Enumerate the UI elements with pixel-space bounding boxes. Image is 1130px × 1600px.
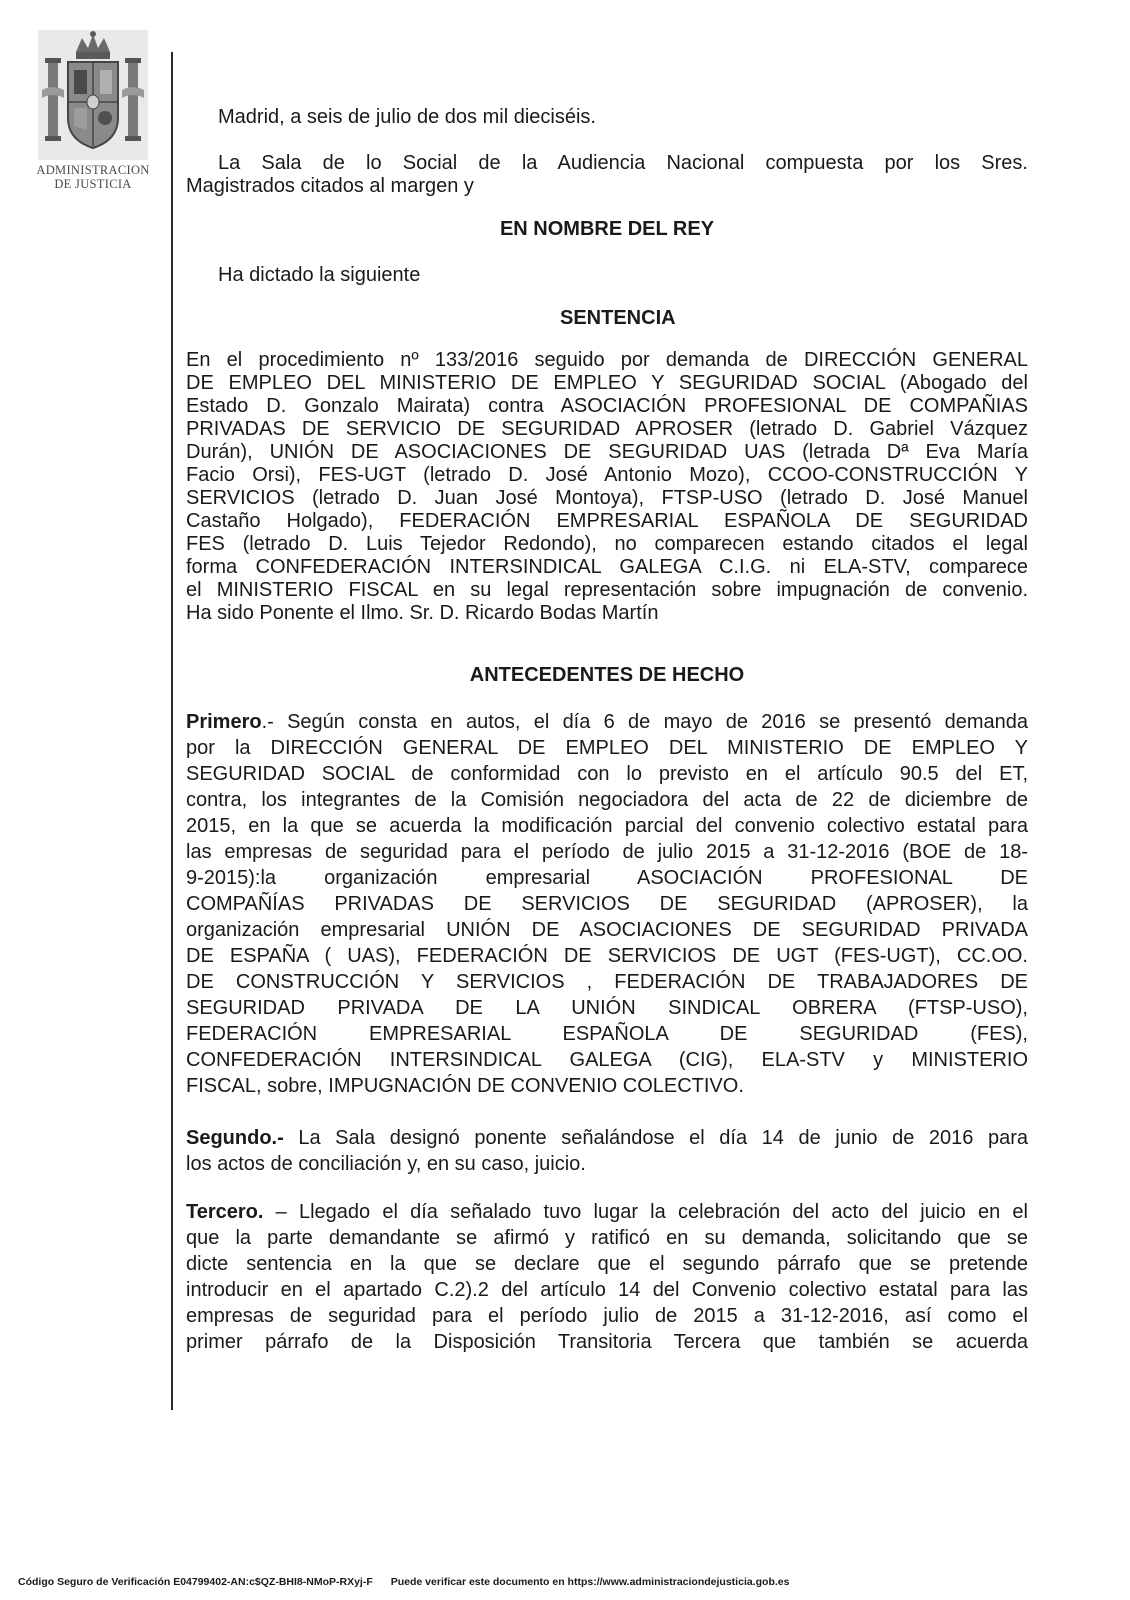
primero-line: por la DIRECCIÓN GENERAL DE EMPLEO DEL MINISTERIO DE EMPLEO Y [186, 737, 1028, 759]
sala-line-2: Magistrados citados al margen y [186, 175, 474, 197]
verification-url[interactable]: Puede verificar este documento en https://www.administraciondejusticia.gob.es [390, 1576, 790, 1588]
coat-of-arms-icon [38, 30, 148, 160]
logo-line-2: DE JUSTICIA [54, 177, 132, 191]
primero-line: COMPAÑÍAS PRIVADAS DE SERVICIOS DE SEGURIDAD (APROSER), la [186, 893, 1028, 915]
verification-code: Código Seguro de Verificación E04799402-AN:c$QZ-BHI8-NMoP-RXyj-F [18, 1576, 373, 1588]
segundo-line [186, 1127, 1028, 1150]
en-nombre-del-rey-heading: EN NOMBRE DEL REY [499, 218, 715, 240]
margin-rule [171, 52, 173, 1410]
procedure-line: FES (letrado D. Luis Tejedor Redondo), no comparecen estando citados el legal [186, 533, 1028, 555]
primero-line: FEDERACIÓN EMPRESARIAL ESPAÑOLA DE SEGURIDAD (FES), [186, 1023, 1028, 1045]
primero-line: 9-2015):la organización empresarial ASOCIACIÓN PROFESIONAL DE [186, 867, 1028, 889]
primero-line: las empresas de seguridad para el período de julio 2015 a 31-12-2016 (BOE de 18- [186, 841, 1028, 863]
date-line: Madrid, a seis de julio de dos mil dieciséis. [218, 106, 596, 128]
tercero-text: – Llegado el día señalado tuvo lugar la celebración del acto del juicio en el [263, 1201, 1028, 1223]
procedure-line: SERVICIOS (letrado D. Juan José Montoya), FTSP-USO (letrado D. José Manuel [186, 487, 1028, 509]
primero-line: DE CONSTRUCCIÓN Y SERVICIOS , FEDERACIÓN DE TRABAJADORES DE [186, 971, 1028, 993]
ha-dictado-line: Ha dictado la siguiente [218, 264, 421, 286]
segundo-line: los actos de conciliación y, en su caso, juicio. [186, 1153, 586, 1175]
primero-line: organización empresarial UNIÓN DE ASOCIACIONES DE SEGURIDAD PRIVADA [186, 919, 1028, 941]
primero-line: 2015, en la que se acuerda la modificación parcial del convenio colectivo estatal para [186, 815, 1028, 837]
procedure-line: Durán), UNIÓN DE ASOCIACIONES DE SEGURIDAD UAS (letrada Dª Eva María [186, 441, 1028, 463]
tercero-line: empresas de seguridad para el período julio de 2015 a 31-12-2016, así como el [186, 1305, 1028, 1327]
primero-line: FISCAL, sobre, IMPUGNACIÓN DE CONVENIO COLECTIVO. [186, 1075, 744, 1097]
primero-line: CONFEDERACIÓN INTERSINDICAL GALEGA (CIG), ELA-STV y MINISTERIO [186, 1049, 1028, 1071]
tercero-line: dicte sentencia en la que se declare que el segundo párrafo que se pretende [186, 1253, 1028, 1275]
tercero-line: primer párrafo de la Disposición Transitoria Tercera que también se acuerda [186, 1331, 1028, 1353]
tercero-line [186, 1201, 1028, 1224]
primero-line: SEGURIDAD SOCIAL de conformidad con lo previsto en el artículo 90.5 del ET, [186, 763, 1028, 785]
procedure-line: Ha sido Ponente el Ilmo. Sr. D. Ricardo Bodas Martín [186, 602, 659, 624]
coat-of-arms-logo [30, 30, 156, 195]
tercero-line: introducir en el apartado C.2).2 del artículo 14 del Convenio colectivo estatal para las [186, 1279, 1028, 1301]
primero-line [186, 711, 1028, 734]
primero-line: SEGURIDAD PRIVADA DE LA UNIÓN SINDICAL OBRERA (FTSP-USO), [186, 997, 1028, 1019]
tercero-label: Tercero. [186, 1201, 264, 1223]
primero-line: contra, los integrantes de la Comisión negociadora del acta de 22 de diciembre de [186, 789, 1028, 811]
segundo-label: Segundo.- [186, 1127, 284, 1149]
antecedentes-heading: ANTECEDENTES DE HECHO [469, 664, 745, 686]
procedure-line: el MINISTERIO FISCAL en su legal representación sobre impugnación de convenio. [186, 579, 1028, 601]
verification-footer [18, 1576, 1118, 1588]
procedure-line: PRIVADAS DE SERVICIO DE SEGURIDAD APROSER (letrado D. Gabriel Vázquez [186, 418, 1028, 440]
procedure-line: En el procedimiento nº 133/2016 seguido por demanda de DIRECCIÓN GENERAL [186, 349, 1028, 371]
primero-text: .- Según consta en autos, el día 6 de mayo de 2016 se presentó demanda [261, 711, 1028, 733]
segundo-text: La Sala designó ponente señalándose el día 14 de junio de 2016 para [283, 1127, 1028, 1149]
procedure-line: DE EMPLEO DEL MINISTERIO DE EMPLEO Y SEGURIDAD SOCIAL (Abogado del [186, 372, 1028, 394]
procedure-line: Castaño Holgado), FEDERACIÓN EMPRESARIAL ESPAÑOLA DE SEGURIDAD [186, 510, 1028, 532]
tercero-line: que la parte demandante se afirmó y ratificó en su demanda, solicitando que se [186, 1227, 1028, 1249]
primero-line: DE ESPAÑA ( UAS), FEDERACIÓN DE SERVICIOS DE UGT (FES-UGT), CC.OO. [186, 945, 1028, 967]
sentencia-heading: SENTENCIA [560, 307, 676, 329]
primero-label: Primero [186, 711, 262, 733]
logo-caption [30, 163, 156, 191]
procedure-line: Facio Orsi), FES-UGT (letrado D. José Antonio Mozo), CCOO-CONSTRUCCIÓN Y [186, 464, 1028, 486]
procedure-line: forma CONFEDERACIÓN INTERSINDICAL GALEGA C.I.G. ni ELA-STV, comparece [186, 556, 1028, 578]
procedure-line: Estado D. Gonzalo Mairata) contra ASOCIACIÓN PROFESIONAL DE COMPAÑIAS [186, 395, 1028, 417]
logo-line-1: ADMINISTRACION [36, 163, 150, 177]
sala-line-1: La Sala de lo Social de la Audiencia Nacional compuesta por los Sres. [218, 152, 1028, 174]
